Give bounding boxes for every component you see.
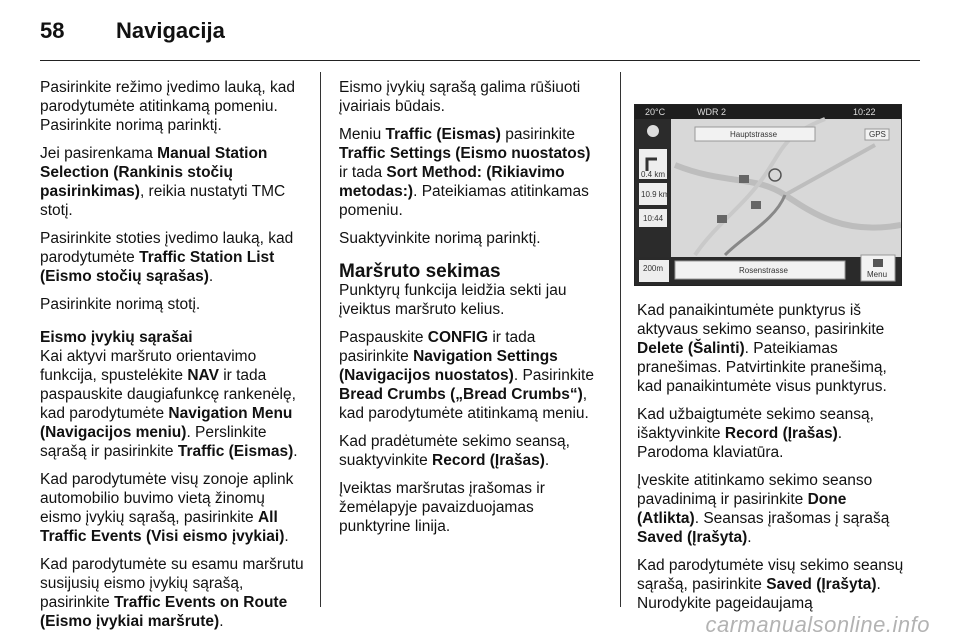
paragraph: Pasirinkite stoties įvedimo lauką, kad parodytumėte Traffic Station List (Eismo stočių sąrašas). [40,230,294,285]
subheading: Eismo įvykių sąrašai [40,329,193,346]
page-header [40,18,920,58]
paragraph: Jei pasirenkama Manual Station Selection (Rankinis stočių pasirinkimas), reikia nustatyti TMC stotį. [40,145,286,219]
clock-label: 10:22 [853,107,876,117]
street-name-top: Hauptstrasse [730,130,778,139]
paragraph: Meniu Traffic (Eismas) pasirinkite Traffic Settings (Eismo nuostatos) ir tada Sort Method: (Rikiavimo metodas:). Pateikiamas atitinkamas pomeniu. [339,126,591,219]
paragraph: Kad panaikintumėte punktyrus iš aktyvaus sekimo seanso, pasirinkite Delete (Šalinti). Pateikiamas pranešimas. Patvirtinkite pranešimą, kad panaikintumėte visus punktyrus. [637,302,887,395]
paragraph: Kad parodytumėte su esamu maršrutu susijusių eismo įvykių sąrašą, pasirinkite Traffic Events on Route (Eismo įvykiai maršrute). [40,556,304,630]
section-title: Maršruto sekimas [339,261,501,282]
map-scale: 200m [643,264,664,273]
paragraph: Kad užbaigtumėte sekimo seansą, išaktyvinkite Record (Įrašas). Parodoma klaviatūra. [637,406,874,461]
menu-label: Menu [867,270,888,279]
page-title: Navigacija [116,18,225,43]
column-right [637,301,905,622]
paragraph: Kai aktyvi maršruto orientavimo funkcija, spustelėkite NAV ir tada paspauskite daugiafunkcę rankenėlę, kad parodytumėte Navigation Menu (Navigacijos meniu). Perslinkite sąrašą ir pasirinkite Traffic (Eismas). [40,348,298,460]
paragraph: Kad parodytumėte visų sekimo seansų sąrašą, pasirinkite Saved (Įrašyta). Nurodykite pageidaujamą [637,557,904,612]
header-rule [40,60,920,61]
street-name-bottom: Rosenstrasse [739,266,788,275]
paragraph: Įveskite atitinkamo sekimo seanso pavadinimą ir pasirinkite Done (Atlikta). Seansas įrašomas į sąrašą Saved (Įrašyta). [637,472,890,546]
gps-label: GPS [869,130,886,139]
column-left [40,78,308,640]
watermark: carmanualsonline.info [705,612,930,637]
navigation-map-illustration [635,105,901,285]
navigation-screen-image [634,104,902,286]
paragraph: Įveiktas maršrutas įrašomas ir žemėlapyje pavaizduojamas punktyrine linija. [339,480,545,535]
column-middle [339,78,603,545]
paragraph: Kad parodytumėte visų zonoje aplink automobilio buvimo vietą žinomų eismo įvykių sąrašą, pasirinkite All Traffic Events (Visi eismo įvykiai). [40,471,294,545]
page-footer [0,612,960,638]
column-divider [620,72,621,607]
paragraph: Punktyrų funkcija leidžia sekti jau įveiktus maršruto kelius. [339,282,567,318]
paragraph: Pasirinkite režimo įvedimo lauką, kad parodytumėte atitinkamą pomeniu. Pasirinkite norimą parinktį. [40,79,295,134]
arrival-time: 10:44 [643,214,664,223]
temperature-label: 20°C [645,107,666,117]
distance-next-turn: 0.4 km [641,170,666,179]
column-divider [320,72,321,607]
radio-station-label: WDR 2 [697,107,726,117]
paragraph: Pasirinkite norimą stotį. [40,296,201,313]
paragraph: Paspauskite CONFIG ir tada pasirinkite Navigation Settings (Navigacijos nuostatos). Pasirinkite Bread Crumbs („Bread Crumbs“), kad parodytumėte atitinkamą meniu. [339,329,594,422]
page-number: 58 [40,18,65,43]
paragraph: Kad pradėtumėte sekimo seansą, suaktyvinkite Record (Įrašas). [339,433,570,469]
paragraph: Suaktyvinkite norimą parinktį. [339,230,541,247]
paragraph: Eismo įvykių sąrašą galima rūšiuoti įvairiais būdais. [339,79,581,115]
menu-icon [873,259,883,267]
distance-destination: 10.9 km [641,190,670,199]
